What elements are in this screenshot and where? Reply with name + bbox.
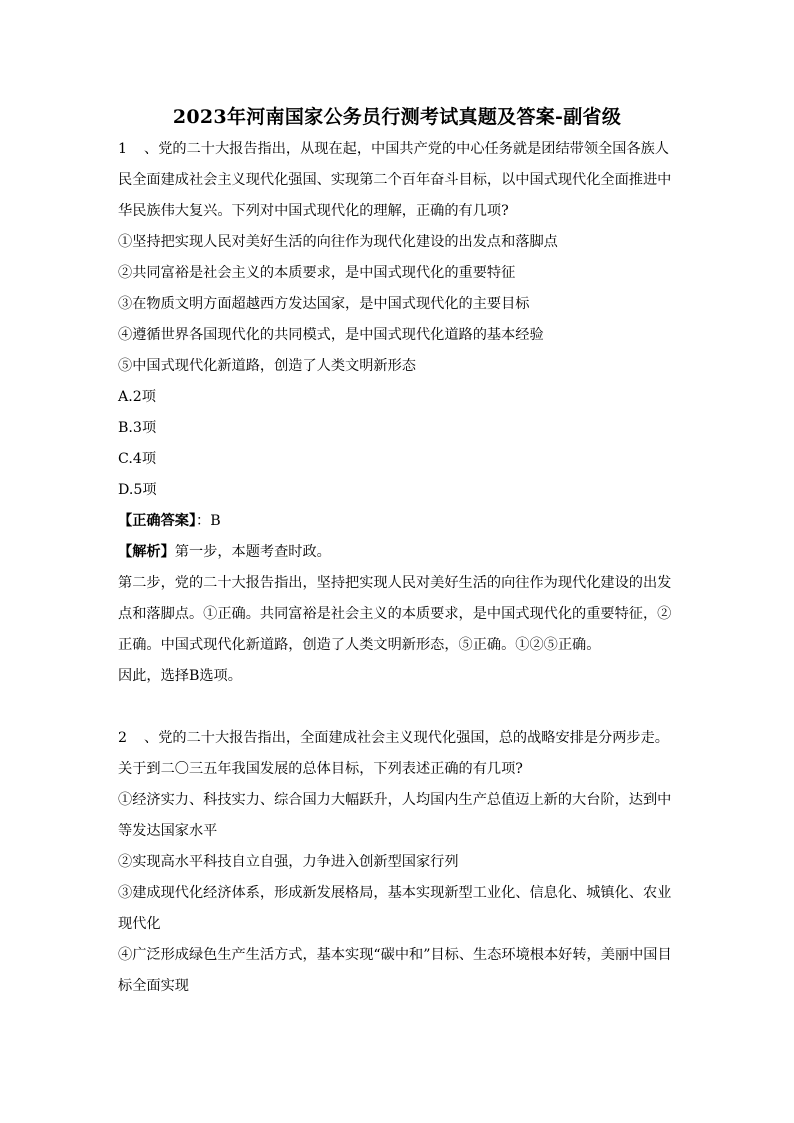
analysis-line bbox=[118, 537, 676, 568]
statement-item: ③在物质文明方面超越西方发达国家，是中国式现代化的主要目标 bbox=[118, 296, 530, 312]
analysis-first-step: 第一步，本题考查时政。 bbox=[174, 544, 331, 560]
document-title: 2023年河南国家公务员行测考试真题及答案-副省级 bbox=[172, 106, 622, 128]
question-2 bbox=[118, 723, 676, 1002]
answer-value: ：B bbox=[196, 513, 221, 529]
option-c: C.4项 bbox=[118, 451, 157, 467]
statement-item: ②实现高水平科技自立自强，力争进入创新型国家行列 bbox=[118, 854, 459, 870]
analysis-label: 【解析】 bbox=[118, 544, 175, 560]
question-stem bbox=[118, 723, 676, 785]
question-text: 、党的二十大报告指出，全面建成社会主义现代化强国，总的战略安排是分两步走。关于到二〇三五年我国发展的总体目标，下列表述正确的有几项? bbox=[118, 730, 669, 777]
statement-item: ①经济实力、科技实力、综合国力大幅跃升，人均国内生产总值迈上新的大台阶，达到中等发达国家水平 bbox=[118, 792, 672, 839]
answer-label: 【正确答案】 bbox=[118, 513, 197, 529]
option-d: D.5项 bbox=[118, 482, 157, 498]
analysis-second-step: 第二步，党的二十大报告指出，坚持把实现人民对美好生活的向往作为现代化建设的出发点和落脚点。①正确。共同富裕是社会主义的本质要求，是中国式现代化的重要特征，②正确。中国式现代化新道路，创造了人类文明新形态，⑤正确。①②⑤正确。 bbox=[118, 575, 672, 653]
statement-item: ⑤中国式现代化新道路，创造了人类文明新形态 bbox=[118, 358, 416, 374]
statement-item: ①坚持把实现人民对美好生活的向往作为现代化建设的出发点和落脚点 bbox=[118, 234, 558, 250]
section-spacer bbox=[118, 692, 676, 723]
analysis-conclusion: 因此，选择B选项。 bbox=[118, 668, 242, 684]
question-1 bbox=[118, 134, 676, 692]
question-stem bbox=[118, 134, 676, 227]
question-number: 2 bbox=[118, 730, 128, 746]
statement-item: ③建成现代化经济体系，形成新发展格局，基本实现新型工业化、信息化、城镇化、农业现代化 bbox=[118, 885, 672, 932]
statement-item: ④广泛形成绿色生产生活方式，基本实现“碳中和”目标、生态环境根本好转，美丽中国目标全面实现 bbox=[118, 947, 672, 994]
question-number: 1 bbox=[118, 141, 128, 157]
option-a: A.2项 bbox=[118, 389, 156, 405]
option-b: B.3项 bbox=[118, 420, 157, 436]
answer-line bbox=[118, 506, 676, 537]
statement-item: ②共同富裕是社会主义的本质要求，是中国式现代化的重要特征 bbox=[118, 265, 516, 281]
question-text: 、党的二十大报告指出，从现在起，中国共产党的中心任务就是团结带领全国各族人民全面建成社会主义现代化强国、实现第二个百年奋斗目标，以中国式现代化全面推进中华民族伟大复兴。下列对中国式现代化的理解，正确的有几项? bbox=[118, 141, 672, 219]
statement-item: ④遵循世界各国现代化的共同模式，是中国式现代化道路的基本经验 bbox=[118, 327, 544, 343]
